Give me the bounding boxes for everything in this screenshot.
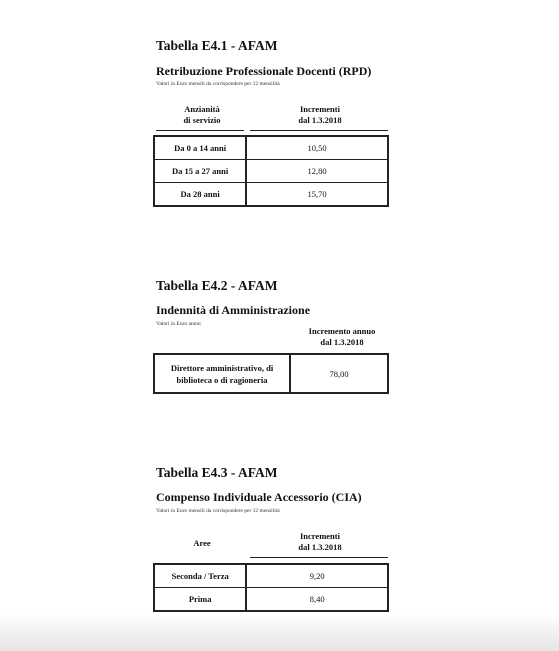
row-value: 8,40: [246, 588, 388, 612]
table-subtitle: Retribuzione Professionale Docenti (RPD): [156, 64, 372, 78]
page-bottom-shadow: [0, 613, 559, 651]
row-value: 12,80: [246, 160, 388, 183]
table-e4-2-section: [156, 278, 396, 385]
row-value: 78,00: [290, 354, 388, 393]
table-row: [154, 183, 388, 207]
table-e4-1-section: [156, 38, 396, 199]
table-note: Valori in Euro annui: [156, 321, 201, 327]
row-label: Seconda / Terza: [154, 564, 246, 588]
row-label: Da 15 a 27 anni: [154, 160, 246, 183]
data-table: [153, 353, 389, 394]
table-subtitle: Indennità di Amministrazione: [156, 303, 311, 317]
data-table: [153, 135, 389, 207]
row-value: 10,50: [246, 136, 388, 160]
header-underline: [156, 130, 244, 131]
table-e4-3-section: [156, 465, 396, 604]
table-row: [154, 564, 388, 588]
row-label: Da 0 a 14 anni: [154, 136, 246, 160]
column-header-anzianita: Anzianità di servizio: [183, 104, 221, 125]
column-header-aree: Aree: [193, 538, 211, 548]
table-subtitle: Compenso Individuale Accessorio (CIA): [156, 490, 362, 504]
row-label: Direttore amministrativo, di biblioteca o di ragioneria: [154, 354, 290, 393]
column-header-incremento-annuo: Incremento annuo dal 1.3.2018: [308, 326, 376, 347]
row-label: Da 28 anni: [154, 183, 246, 207]
column-header-incrementi: Incrementi dal 1.3.2018: [298, 104, 342, 125]
data-table: [153, 563, 389, 612]
table-title: Tabella E4.3 - AFAM: [156, 465, 278, 480]
table-row: [154, 588, 388, 612]
row-value: 15,70: [246, 183, 388, 207]
column-header-incrementi: Incrementi dal 1.3.2018: [298, 531, 342, 552]
header-underline: [250, 130, 388, 131]
table-row: [154, 354, 388, 393]
table-title: Tabella E4.2 - AFAM: [156, 278, 278, 293]
table-row: [154, 136, 388, 160]
header-underline: [250, 557, 388, 558]
table-note: Valori in Euro mensili da corrispondere per 12 mensilità: [156, 508, 280, 514]
row-label: Prima: [154, 588, 246, 612]
table-note: Valori in Euro mensili da corrispondere per 12 mensilità: [156, 81, 280, 87]
table-row: [154, 160, 388, 183]
table-title: Tabella E4.1 - AFAM: [156, 38, 278, 53]
row-value: 9,20: [246, 564, 388, 588]
